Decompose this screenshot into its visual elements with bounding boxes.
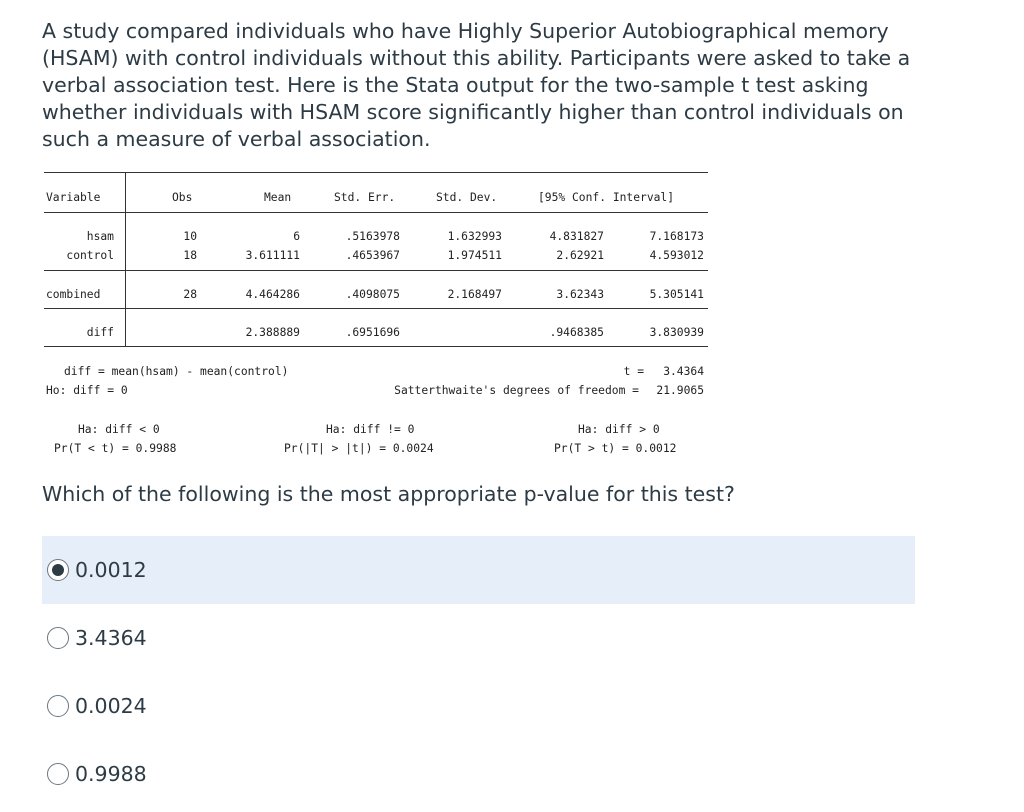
combined-rule — [44, 308, 708, 309]
table-top-rule — [44, 172, 708, 173]
question-text: A study compared individuals who have Highly Superior Autobiographical memory (HSAM) with control individuals without this ability. Participants were asked to take a verbal association test. Here is the Stata output for the two-sample t test asking whether individuals with HSAM score significantly higher than control individuals on such a measure of verbal association. — [42, 19, 911, 151]
answer-prompt: Which of the following is the most appropriate p-value for this test? — [42, 482, 735, 506]
header-conf-interval: [95% Conf. Interval] — [538, 191, 675, 204]
row-hsam-mean: 6 — [293, 230, 300, 243]
radio-button-selected[interactable] — [47, 559, 69, 581]
df-value: 21.9065 — [656, 384, 704, 397]
row-combined-std-err: .4098075 — [345, 288, 400, 301]
answer-option-label: 0.0024 — [75, 694, 147, 718]
row-combined-ci-high: 5.305141 — [649, 288, 704, 301]
row-hsam-variable: hsam — [86, 230, 114, 243]
row-control-std-err: .4653967 — [345, 249, 400, 262]
row-diff-std-err: .6951696 — [345, 326, 400, 339]
row-diff-mean: 2.388889 — [245, 326, 300, 339]
answer-option-label: 0.0012 — [75, 558, 147, 582]
p-not-equal: Pr(|T| > |t|) = 0.0024 — [284, 442, 434, 455]
row-control-ci-high: 4.593012 — [649, 249, 704, 262]
row-control-variable: control — [66, 249, 114, 262]
p-greater: Pr(T > t) = 0.0012 — [554, 442, 677, 455]
row-diff-ci-high: 3.830939 — [649, 326, 704, 339]
diff-definition: diff = mean(hsam) - mean(control) — [64, 365, 289, 378]
header-std-err: Std. Err. — [334, 191, 396, 204]
row-hsam-std-err: .5163978 — [345, 230, 400, 243]
answer-options — [42, 536, 915, 808]
df-label: Satterthwaite's degrees of freedom = — [394, 384, 639, 397]
p-less: Pr(T < t) = 0.9988 — [54, 442, 177, 455]
answer-option[interactable] — [42, 604, 915, 672]
row-hsam-ci-high: 7.168173 — [649, 230, 704, 243]
row-control-obs: 18 — [183, 249, 197, 262]
diff-rule — [44, 346, 708, 347]
answer-option[interactable] — [42, 536, 915, 604]
row-combined-ci-low: 3.62343 — [556, 288, 604, 301]
row-combined-mean: 4.464286 — [245, 288, 300, 301]
ha-less: Ha: diff < 0 — [78, 423, 160, 436]
ha-greater: Ha: diff > 0 — [578, 423, 660, 436]
stata-output — [44, 170, 708, 460]
header-mean: Mean — [264, 191, 292, 204]
radio-button[interactable] — [47, 763, 69, 785]
row-control-std-dev: 1.974511 — [447, 249, 502, 262]
header-obs: Obs — [172, 191, 193, 204]
row-diff-ci-low: .9468385 — [549, 326, 604, 339]
row-control-mean: 3.611111 — [245, 249, 300, 262]
radio-button[interactable] — [47, 627, 69, 649]
header-std-dev: Std. Dev. — [436, 191, 498, 204]
null-hypothesis: Ho: diff = 0 — [46, 384, 128, 397]
row-hsam-obs: 10 — [183, 230, 197, 243]
row-combined-std-dev: 2.168497 — [447, 288, 502, 301]
column-divider — [125, 172, 126, 346]
group-rule — [44, 270, 708, 271]
ha-not-equal: Ha: diff != 0 — [326, 423, 415, 436]
row-diff-variable: diff — [86, 326, 114, 339]
radio-dot-icon — [52, 564, 64, 576]
radio-button[interactable] — [47, 695, 69, 717]
header-variable: Variable — [46, 191, 101, 204]
header-rule — [44, 212, 708, 213]
row-combined-variable: combined — [46, 288, 101, 301]
row-combined-obs: 28 — [183, 288, 197, 301]
answer-option-label: 3.4364 — [75, 626, 147, 650]
answer-option[interactable] — [42, 672, 915, 740]
answer-option[interactable] — [42, 740, 915, 808]
t-statistic-value: 3.4364 — [663, 365, 704, 378]
row-control-ci-low: 2.62921 — [556, 249, 604, 262]
row-hsam-ci-low: 4.831827 — [549, 230, 604, 243]
t-statistic-label: t = — [623, 365, 644, 378]
answer-option-label: 0.9988 — [75, 762, 147, 786]
row-hsam-std-dev: 1.632993 — [447, 230, 502, 243]
